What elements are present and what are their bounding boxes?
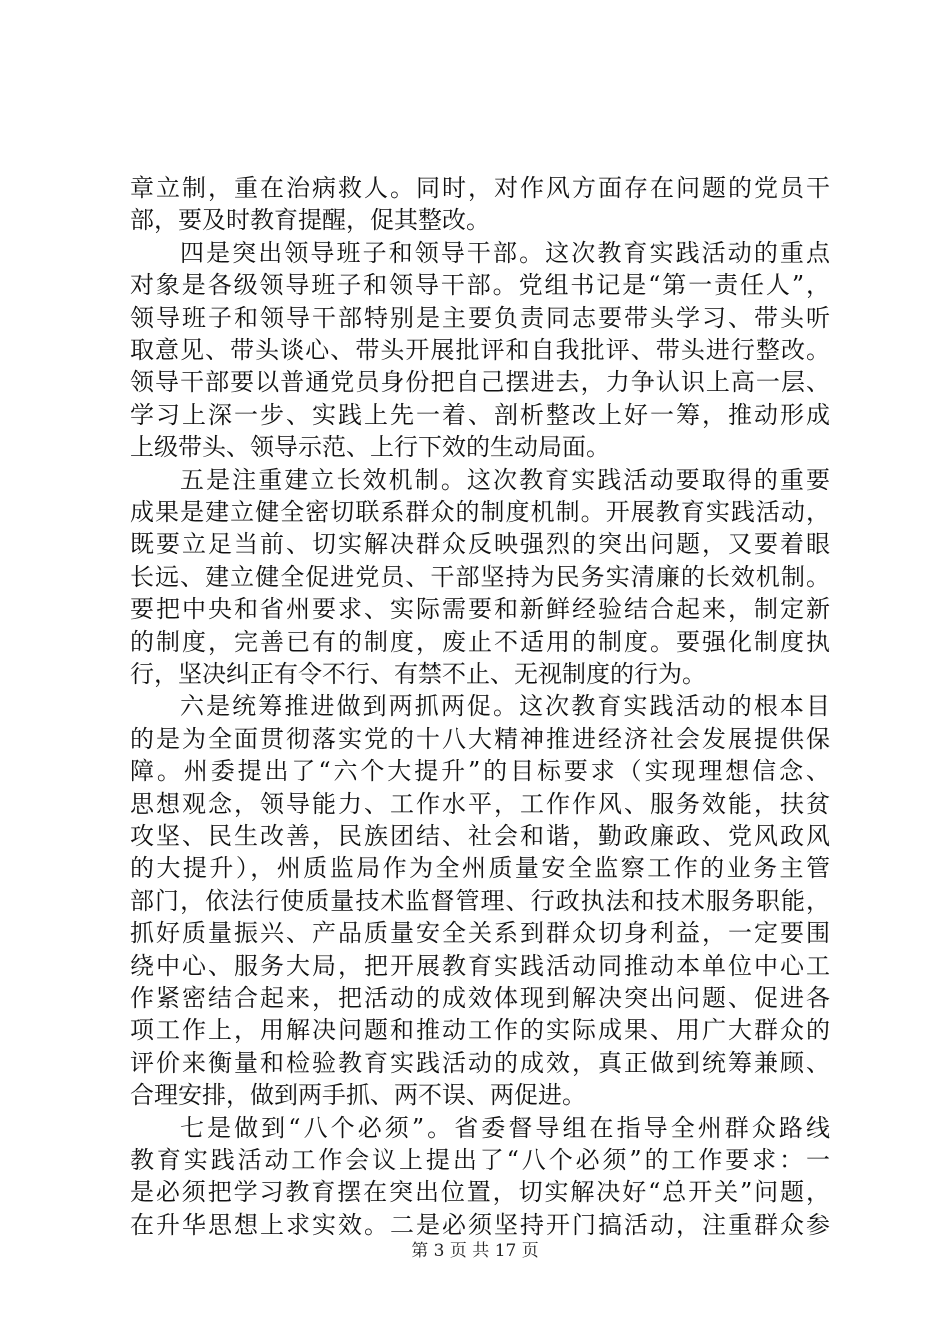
text-line: 领导班子和领导干部特别是主要负责同志要带头学习、带头听 <box>130 304 830 332</box>
text-line: 行，坚决纠正有令不行、有禁不止、无视制度的行为。 <box>130 660 706 688</box>
text-line: 上级带头、领导示范、上行下效的生动局面。 <box>130 433 610 461</box>
text-line: 的制度，完善已有的制度，废止不适用的制度。要强化制度执 <box>130 628 830 656</box>
page-footer: 第 3 页 共 17 页 <box>411 1241 539 1261</box>
text-line: 既要立足当前、切实解决群众反映强烈的突出问题，又要着眼 <box>130 530 830 558</box>
text-line: 七是做到“八个必须”。省委督导组在指导全州群众路线 <box>180 1114 830 1142</box>
text-line: 领导干部要以普通党员身份把自己摆进去，力争认识上高一层、 <box>130 368 830 396</box>
text-line: 要把中央和省州要求、实际需要和新鲜经验结合起来，制定新 <box>130 595 830 623</box>
text-line: 障。州委提出了“六个大提升”的目标要求（实现理想信念、 <box>130 757 830 785</box>
text-line: 合理安排，做到两手抓、两不误、两促进。 <box>130 1081 586 1109</box>
text-line: 是必须把学习教育摆在突出位置，切实解决好“总开关”问题， <box>130 1178 830 1206</box>
text-line: 攻坚、民生改善，民族团结、社会和谐，勤政廉政、党风政风 <box>130 822 830 850</box>
text-line: 六是统筹推进做到两抓两促。这次教育实践活动的根本目 <box>180 692 830 720</box>
text-line: 项工作上，用解决问题和推动工作的实际成果、用广大群众的 <box>130 1016 830 1044</box>
text-line: 四是突出领导班子和领导干部。这次教育实践活动的重点 <box>180 239 830 267</box>
text-line: 的大提升），州质监局作为全州质量安全监察工作的业务主管 <box>130 854 830 882</box>
text-line: 对象是各级领导班子和领导干部。党组书记是“第一责任人”， <box>130 271 830 299</box>
text-line: 思想观念，领导能力、工作水平，工作作风、服务效能，扶贫 <box>130 790 830 818</box>
text-line: 绕中心、服务大局，把开展教育实践活动同推动本单位中心工 <box>130 952 830 980</box>
text-line: 部门，依法行使质量技术监督管理、行政执法和技术服务职能， <box>130 887 830 915</box>
text-line: 教育实践活动工作会议上提出了“八个必须”的工作要求：一 <box>130 1146 830 1174</box>
text-line: 五是注重建立长效机制。这次教育实践活动要取得的重要 <box>180 466 830 494</box>
text-line: 作紧密结合起来，把活动的成效体现到解决突出问题、促进各 <box>130 984 830 1012</box>
text-line: 部，要及时教育提醒，促其整改。 <box>130 206 490 234</box>
text-line: 学习上深一步、实践上先一着、剖析整改上好一筹，推动形成 <box>130 401 830 429</box>
text-line: 评价来衡量和检验教育实践活动的成效，真正做到统筹兼顾、 <box>130 1049 830 1077</box>
text-line: 成果是建立健全密切联系群众的制度机制。开展教育实践活动， <box>130 498 830 526</box>
text-line: 取意见、带头谈心、带头开展批评和自我批评、带头进行整改。 <box>130 336 830 364</box>
text-line: 的是为全面贯彻落实党的十八大精神推进经济社会发展提供保 <box>130 725 830 753</box>
text-line: 章立制，重在治病救人。同时，对作风方面存在问题的党员干 <box>130 174 830 202</box>
text-line: 在升华思想上求实效。二是必须坚持开门搞活动，注重群众参 <box>130 1211 830 1239</box>
text-line: 抓好质量振兴、产品质量安全关系到群众切身利益，一定要围 <box>130 919 830 947</box>
text-line: 长远、建立健全促进党员、干部坚持为民务实清廉的长效机制。 <box>130 563 830 591</box>
